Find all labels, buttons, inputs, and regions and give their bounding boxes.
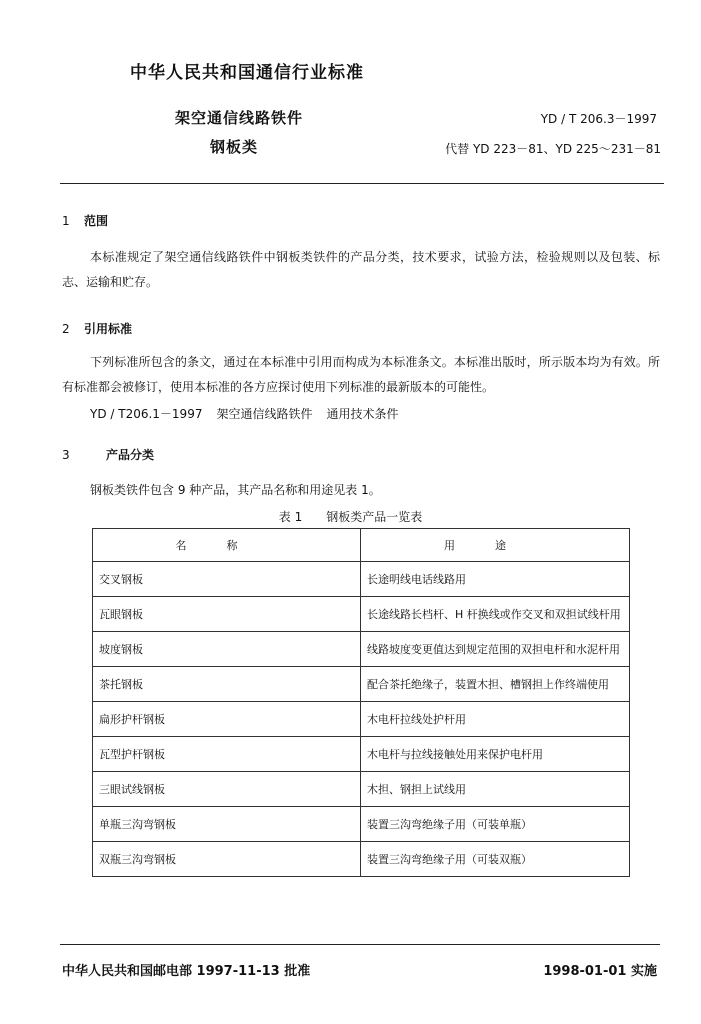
product-name: 茶托钢板 [93, 667, 361, 702]
product-name: 三眼试线钢板 [93, 772, 361, 807]
replaces-note: 代替 YD 223－81、YD 225～231－81 [445, 142, 661, 156]
product-name: 坡度钢板 [93, 632, 361, 667]
product-use: 线路坡度变更值达到规定范围的双担电杆和水泥杆用 [361, 632, 630, 667]
table-row [93, 702, 630, 737]
section-number: 1 [62, 214, 70, 228]
table-row [93, 597, 630, 632]
product-use: 木电杆与拉线接触处用来保护电杆用 [361, 737, 630, 772]
footer-divider [60, 944, 660, 945]
product-name: 双瓶三沟弯钢板 [93, 842, 361, 877]
table-row [93, 632, 630, 667]
product-name: 交叉钢板 [93, 562, 361, 597]
effective-date: 1998-01-01 实施 [543, 964, 657, 979]
product-name: 单瓶三沟弯钢板 [93, 807, 361, 842]
table-header-row [93, 529, 630, 562]
reference-entry [90, 405, 399, 422]
reference-code: YD / T206.1－1997 [90, 407, 203, 421]
column-header-use: 用途 [361, 529, 630, 562]
reference-subtitle: 通用技术条件 [326, 407, 399, 421]
table-row [93, 807, 630, 842]
section-heading-scope [62, 212, 108, 229]
section-number: 3 [62, 448, 70, 462]
reference-title: 架空通信线路铁件 [216, 407, 313, 421]
table-row [93, 737, 630, 772]
product-use: 木担、钢担上试线用 [361, 772, 630, 807]
product-use: 木电杆拉线处护杆用 [361, 702, 630, 737]
classification-paragraph: 钢板类铁件包含 9 种产品，其产品名称和用途见表 1。 [90, 483, 381, 497]
section-heading-classification [62, 446, 154, 463]
product-use: 装置三沟弯绝缘子用（可装双瓶） [361, 842, 630, 877]
section-title: 产品分类 [106, 448, 155, 462]
document-subtitle: 钢板类 [210, 138, 259, 156]
product-table [92, 528, 630, 877]
document-title: 架空通信线路铁件 [175, 109, 304, 127]
table-row [93, 562, 630, 597]
product-use: 装置三沟弯绝缘子用（可装单瓶） [361, 807, 630, 842]
table-caption [0, 508, 701, 525]
table-row [93, 667, 630, 702]
table-row [93, 772, 630, 807]
product-name: 扁形护杆钢板 [93, 702, 361, 737]
column-header-name: 名称 [93, 529, 361, 562]
issuing-authority-heading: 中华人民共和国通信行业标准 [130, 63, 364, 83]
product-use: 长途明线电话线路用 [361, 562, 630, 597]
section-title: 引用标准 [84, 322, 133, 336]
product-use: 长途线路长档杆、H 杆换线或作交叉和双担试线杆用 [361, 597, 630, 632]
approval-statement: 中华人民共和国邮电部 1997-11-13 批准 [62, 964, 311, 979]
product-use: 配合茶托绝缘子，装置木担、槽钢担上作终端使用 [361, 667, 630, 702]
table-title: 钢板类产品一览表 [326, 510, 423, 524]
table-row [93, 842, 630, 877]
header-divider [60, 183, 664, 184]
scope-paragraph: 本标准规定了架空通信线路铁件中钢板类铁件的产品分类，技术要求，试验方法，检验规则以及包装、标志、运输和贮存。 [62, 250, 660, 289]
product-name: 瓦型护杆钢板 [93, 737, 361, 772]
table-number: 表 1 [278, 510, 303, 524]
section-number: 2 [62, 322, 70, 336]
section-title: 范围 [84, 214, 109, 228]
standard-number: YD / T 206.3－1997 [540, 112, 657, 126]
references-paragraph: 下列标准所包含的条文，通过在本标准中引用而构成为本标准条文。本标准出版时，所示版本均为有效。所有标准都会被修订，使用本标准的各方应探讨使用下列标准的最新版本的可能性。 [62, 355, 660, 394]
section-heading-references [62, 320, 132, 337]
product-name: 瓦眼钢板 [93, 597, 361, 632]
